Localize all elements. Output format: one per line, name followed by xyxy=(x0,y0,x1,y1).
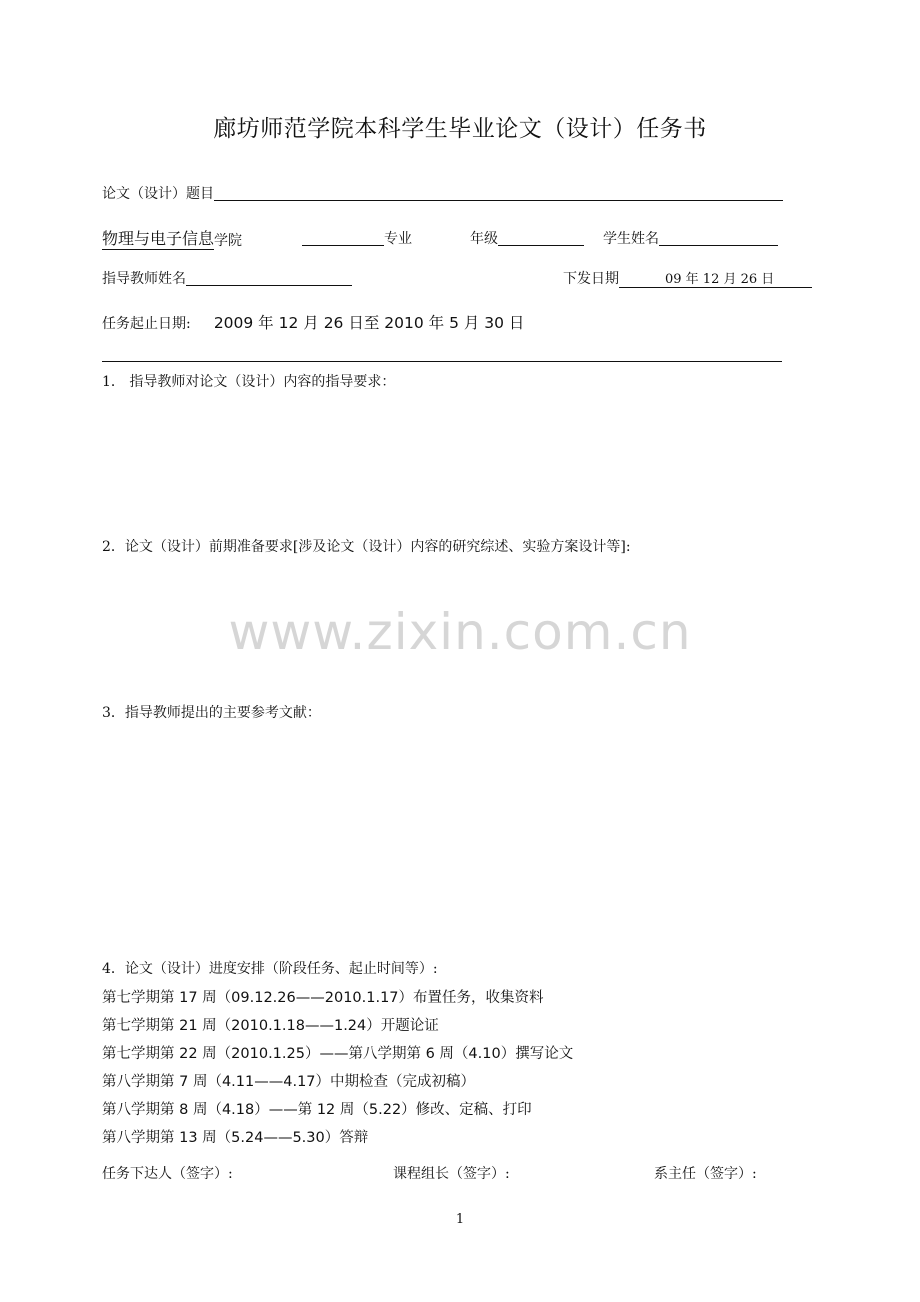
period-label: 任务起止日期: xyxy=(102,316,191,332)
section-heading-2: 2．论文（设计）前期准备要求[涉及论文（设计）内容的研究综述、实验方案设计等]: xyxy=(102,539,631,555)
document-title: 廊坊师范学院本科学生毕业论文（设计）任务书 xyxy=(213,116,707,142)
topic-row xyxy=(102,183,783,203)
page-number: 1 xyxy=(455,1212,465,1227)
schedule-item: 第七学期第 21 周（2010.1.18——1.24）开题论证 xyxy=(102,1018,439,1034)
schedule-item: 第八学期第 7 周（4.11——4.17）中期检查（完成初稿） xyxy=(102,1074,476,1090)
major-field[interactable] xyxy=(302,230,384,246)
major-group xyxy=(302,228,412,248)
schedule-item: 第七学期第 22 周（2010.1.25）——第八学期第 6 周（4.10）撰写论文 xyxy=(102,1046,574,1062)
watermark-text: www.zixin.com.cn xyxy=(228,603,692,661)
college-label: 学院 xyxy=(214,233,243,249)
grade-group xyxy=(470,228,584,248)
grade-field[interactable] xyxy=(498,230,584,246)
advisor-field[interactable] xyxy=(186,270,352,286)
advisor-group xyxy=(102,268,352,288)
schedule-item: 第八学期第 8 周（4.18）——第 12 周（5.22）修改、定稿、打印 xyxy=(102,1102,532,1118)
section-heading-4: 4．论文（设计）进度安排（阶段任务、起止时间等）: xyxy=(102,961,438,977)
issue-date-value: 09 年 12 月 26 日 xyxy=(619,268,812,288)
major-label: 专业 xyxy=(384,231,412,247)
issue-date-group xyxy=(563,268,812,288)
section-heading-3: 3．指导教师提出的主要参考文献： xyxy=(102,705,321,721)
period-value: 2009 年 12 月 26 日至 2010 年 5 月 30 日 xyxy=(213,314,525,332)
college-value: 物理与电子信息 xyxy=(102,226,214,250)
section-heading-1: 1． 指导教师对论文（设计）内容的指导要求： xyxy=(102,374,396,390)
group-leader-signature-label: 课程组长（签字）: xyxy=(393,1166,510,1182)
period-row xyxy=(102,311,524,333)
student-group xyxy=(603,228,778,248)
topic-label: 论文（设计）题目 xyxy=(102,186,214,202)
divider-line xyxy=(102,361,782,362)
student-field[interactable] xyxy=(659,230,778,246)
college-row xyxy=(102,226,242,250)
advisor-label: 指导教师姓名 xyxy=(102,271,186,287)
schedule-item: 第八学期第 13 周（5.24——5.30）答辩 xyxy=(102,1130,369,1146)
schedule-item: 第七学期第 17 周（09.12.26——2010.1.17）布置任务，收集资料 xyxy=(102,990,544,1006)
issue-date-label: 下发日期 xyxy=(563,271,619,287)
grade-label: 年级 xyxy=(470,231,498,247)
topic-field[interactable] xyxy=(214,185,783,201)
issuer-signature-label: 任务下达人（签字）: xyxy=(102,1166,233,1182)
director-signature-label: 系主任（签字）: xyxy=(654,1166,757,1182)
student-label: 学生姓名 xyxy=(603,231,659,247)
